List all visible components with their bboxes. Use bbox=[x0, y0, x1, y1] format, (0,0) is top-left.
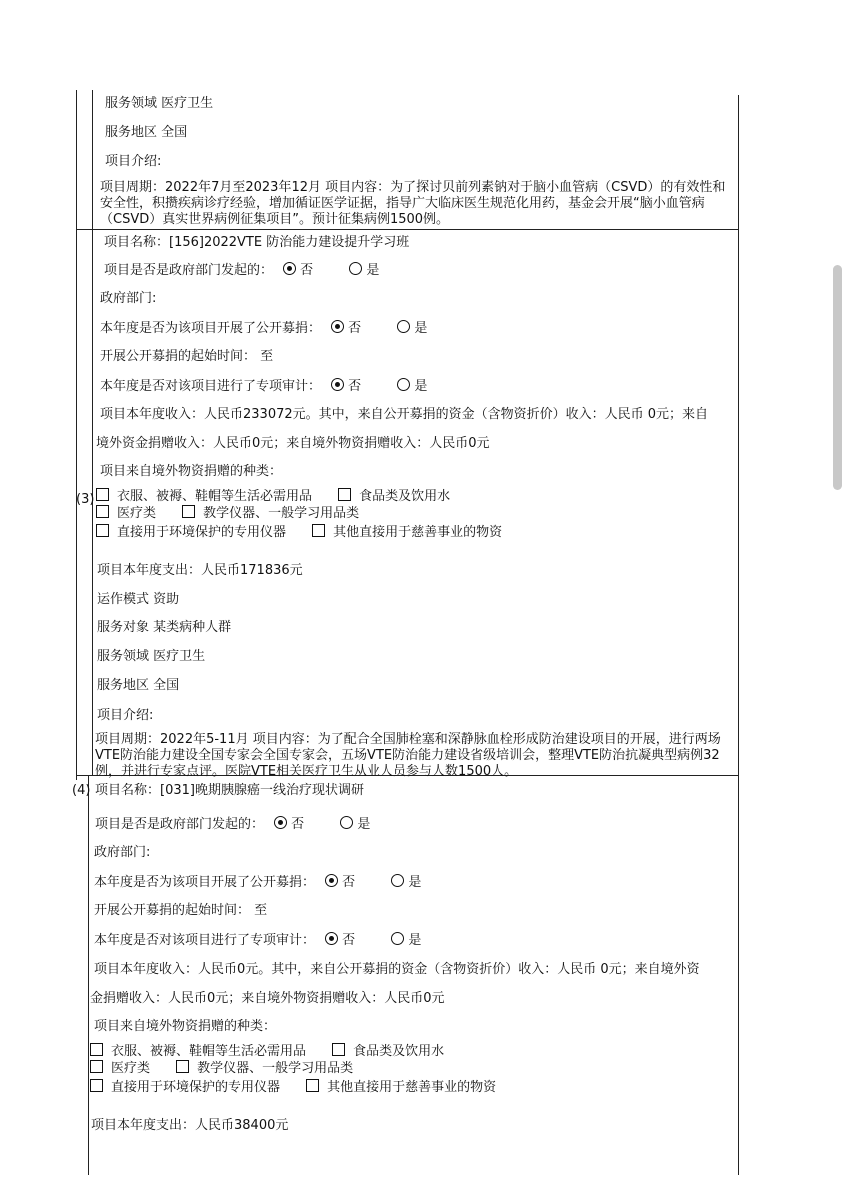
prev-service-area: 服务地区 全国 bbox=[105, 125, 188, 140]
radio-no-selected-icon[interactable] bbox=[325, 932, 338, 945]
prev-service-field: 服务领域 医疗卫生 bbox=[105, 96, 214, 111]
table-right-border bbox=[738, 95, 739, 1175]
project3-gov-dept: 政府部门: bbox=[100, 291, 157, 306]
radio-yes-label: 是 bbox=[357, 817, 371, 832]
project3-foreign-types-label: 项目来自境外物资捐赠的种类： bbox=[100, 464, 283, 479]
category-clothing: 衣服、被褥、鞋帽等生活必需用品 bbox=[111, 1044, 307, 1059]
project3-fundraising-start: 开展公开募捐的起始时间： 至 bbox=[100, 349, 274, 364]
project3-category-row3 bbox=[96, 524, 502, 541]
radio-yes-icon[interactable] bbox=[349, 262, 362, 275]
project3-service-field: 服务领域 医疗卫生 bbox=[97, 649, 206, 664]
project4-category-row2 bbox=[90, 1060, 353, 1077]
project3-income-line1: 项目本年度收入：人民币233072元。其中，来自公开募捐的资金（含物资折价）收入：人民币 0元；来自 bbox=[100, 407, 709, 422]
radio-yes-icon[interactable] bbox=[397, 378, 410, 391]
project3-audit-row bbox=[100, 378, 427, 395]
prev-intro-label: 项目介绍: bbox=[105, 154, 162, 169]
checkbox-icon[interactable] bbox=[96, 524, 109, 537]
public-fundraising-question: 本年度是否为该项目开展了公开募捐： bbox=[94, 875, 316, 890]
project3-intro-text: 项目周期：2022年5-11月 项目内容：为了配合全国肺栓塞和深静脉血栓形成防治建设项目的开展，进行两场VTE防治能力建设全国专家会全国专家会，五场VTE防治能力建设省级培训会，整理VTE防治抗凝典型病例32例，并进行专家点评。医院VTE相关医疗卫生从业人员参与人数1500人。 bbox=[95, 732, 721, 779]
checkbox-icon[interactable] bbox=[90, 1060, 103, 1073]
radio-yes-label: 是 bbox=[408, 933, 422, 948]
checkbox-icon[interactable] bbox=[96, 488, 109, 501]
radio-yes-label: 是 bbox=[414, 379, 428, 394]
radio-yes-icon[interactable] bbox=[397, 320, 410, 333]
project3-intro-label: 项目介绍: bbox=[97, 708, 154, 723]
checkbox-icon[interactable] bbox=[306, 1079, 319, 1092]
category-food: 食品类及饮用水 bbox=[353, 1044, 445, 1059]
checkbox-icon[interactable] bbox=[312, 524, 325, 537]
project3-expense: 项目本年度支出：人民币171836元 bbox=[97, 563, 303, 578]
project4-fundraising-start: 开展公开募捐的起始时间： 至 bbox=[94, 903, 268, 918]
category-medical: 医疗类 bbox=[111, 1061, 151, 1076]
audit-question: 本年度是否对该项目进行了专项审计： bbox=[100, 379, 322, 394]
audit-question: 本年度是否对该项目进行了专项审计： bbox=[94, 933, 316, 948]
radio-yes-icon[interactable] bbox=[340, 816, 353, 829]
project4-gov-dept: 政府部门: bbox=[94, 845, 151, 860]
checkbox-icon[interactable] bbox=[338, 488, 351, 501]
project3-service-target: 服务对象 某类病种人群 bbox=[97, 620, 232, 635]
checkbox-icon[interactable] bbox=[332, 1043, 345, 1056]
project4-foreign-types-label: 项目来自境外物资捐赠的种类： bbox=[94, 1019, 277, 1034]
row-divider bbox=[76, 229, 738, 230]
category-teaching: 教学仪器、一般学习用品类 bbox=[203, 506, 360, 521]
radio-no-label: 否 bbox=[342, 875, 356, 890]
project4-expense: 项目本年度支出：人民币38400元 bbox=[91, 1118, 289, 1133]
scrollbar-thumb[interactable] bbox=[833, 265, 842, 490]
project4-name: 项目名称：[031]晚期胰腺癌一线治疗现状调研 bbox=[95, 783, 364, 798]
category-teaching: 教学仪器、一般学习用品类 bbox=[197, 1061, 354, 1076]
project4-income-line2: 金捐赠收入：人民币0元；来自境外物资捐赠收入：人民币0元 bbox=[90, 991, 445, 1006]
radio-no-selected-icon[interactable] bbox=[283, 262, 296, 275]
category-food: 食品类及饮用水 bbox=[359, 489, 451, 504]
radio-yes-label: 是 bbox=[366, 263, 380, 278]
project4-category-row3 bbox=[90, 1079, 496, 1096]
category-environment: 直接用于环境保护的专用仪器 bbox=[111, 1080, 281, 1095]
project3-name: 项目名称：[156]2022VTE 防治能力建设提升学习班 bbox=[104, 235, 410, 250]
radio-no-label: 否 bbox=[342, 933, 356, 948]
category-clothing: 衣服、被褥、鞋帽等生活必需用品 bbox=[117, 489, 313, 504]
checkbox-icon[interactable] bbox=[176, 1060, 189, 1073]
project4-index: (4) bbox=[72, 783, 91, 798]
project3-gov-initiated-row bbox=[104, 262, 379, 279]
project4-public-fundraising-row bbox=[94, 874, 421, 891]
checkbox-icon[interactable] bbox=[90, 1043, 103, 1056]
checkbox-icon[interactable] bbox=[96, 505, 109, 518]
radio-no-selected-icon[interactable] bbox=[274, 816, 287, 829]
gov-initiated-question: 项目是否是政府部门发起的： bbox=[95, 817, 265, 832]
checkbox-icon[interactable] bbox=[182, 505, 195, 518]
table-left-border bbox=[92, 90, 93, 230]
radio-no-selected-icon[interactable] bbox=[331, 378, 344, 391]
radio-no-selected-icon[interactable] bbox=[331, 320, 344, 333]
index-column-border bbox=[76, 90, 77, 780]
radio-no-label: 否 bbox=[291, 817, 305, 832]
radio-yes-label: 是 bbox=[408, 875, 422, 890]
public-fundraising-question: 本年度是否为该项目开展了公开募捐： bbox=[100, 321, 322, 336]
project4-audit-row bbox=[94, 932, 421, 949]
project3-category-row1 bbox=[96, 488, 450, 505]
project3-operation-mode: 运作模式 资助 bbox=[97, 592, 180, 607]
category-medical: 医疗类 bbox=[117, 506, 157, 521]
table-left-border bbox=[88, 775, 89, 1175]
project3-income-line2: 境外资金捐赠收入：人民币0元；来自境外物资捐赠收入：人民币0元 bbox=[96, 436, 490, 451]
project4-gov-initiated-row bbox=[95, 816, 370, 833]
radio-no-label: 否 bbox=[348, 321, 362, 336]
category-environment: 直接用于环境保护的专用仪器 bbox=[117, 525, 287, 540]
radio-no-label: 否 bbox=[348, 379, 362, 394]
radio-yes-icon[interactable] bbox=[391, 874, 404, 887]
project4-category-row1 bbox=[90, 1043, 444, 1060]
gov-initiated-question: 项目是否是政府部门发起的： bbox=[104, 263, 274, 278]
radio-yes-label: 是 bbox=[414, 321, 428, 336]
project3-service-area: 服务地区 全国 bbox=[97, 678, 180, 693]
category-charity: 其他直接用于慈善事业的物资 bbox=[327, 1080, 497, 1095]
project3-category-row2 bbox=[96, 505, 359, 522]
project4-income-line1: 项目本年度收入：人民币0元。其中，来自公开募捐的资金（含物资折价）收入：人民币 0元；来自境外资 bbox=[94, 962, 700, 977]
radio-no-selected-icon[interactable] bbox=[325, 874, 338, 887]
project3-index: (3) bbox=[76, 492, 95, 507]
radio-yes-icon[interactable] bbox=[391, 932, 404, 945]
checkbox-icon[interactable] bbox=[90, 1079, 103, 1092]
project3-public-fundraising-row bbox=[100, 320, 427, 337]
category-charity: 其他直接用于慈善事业的物资 bbox=[333, 525, 503, 540]
radio-no-label: 否 bbox=[300, 263, 314, 278]
prev-intro-text: 项目周期：2022年7月至2023年12月 项目内容：为了探讨贝前列素钠对于脑小血管病（CSVD）的有效性和安全性，积攒疾病诊疗经验，增加循证医学证据，指导广大临床医生规范化用药，基金会开展“脑小血管病（CSVD）真实世界病例征集项目”。预计征集病例1500例。 bbox=[100, 180, 726, 227]
